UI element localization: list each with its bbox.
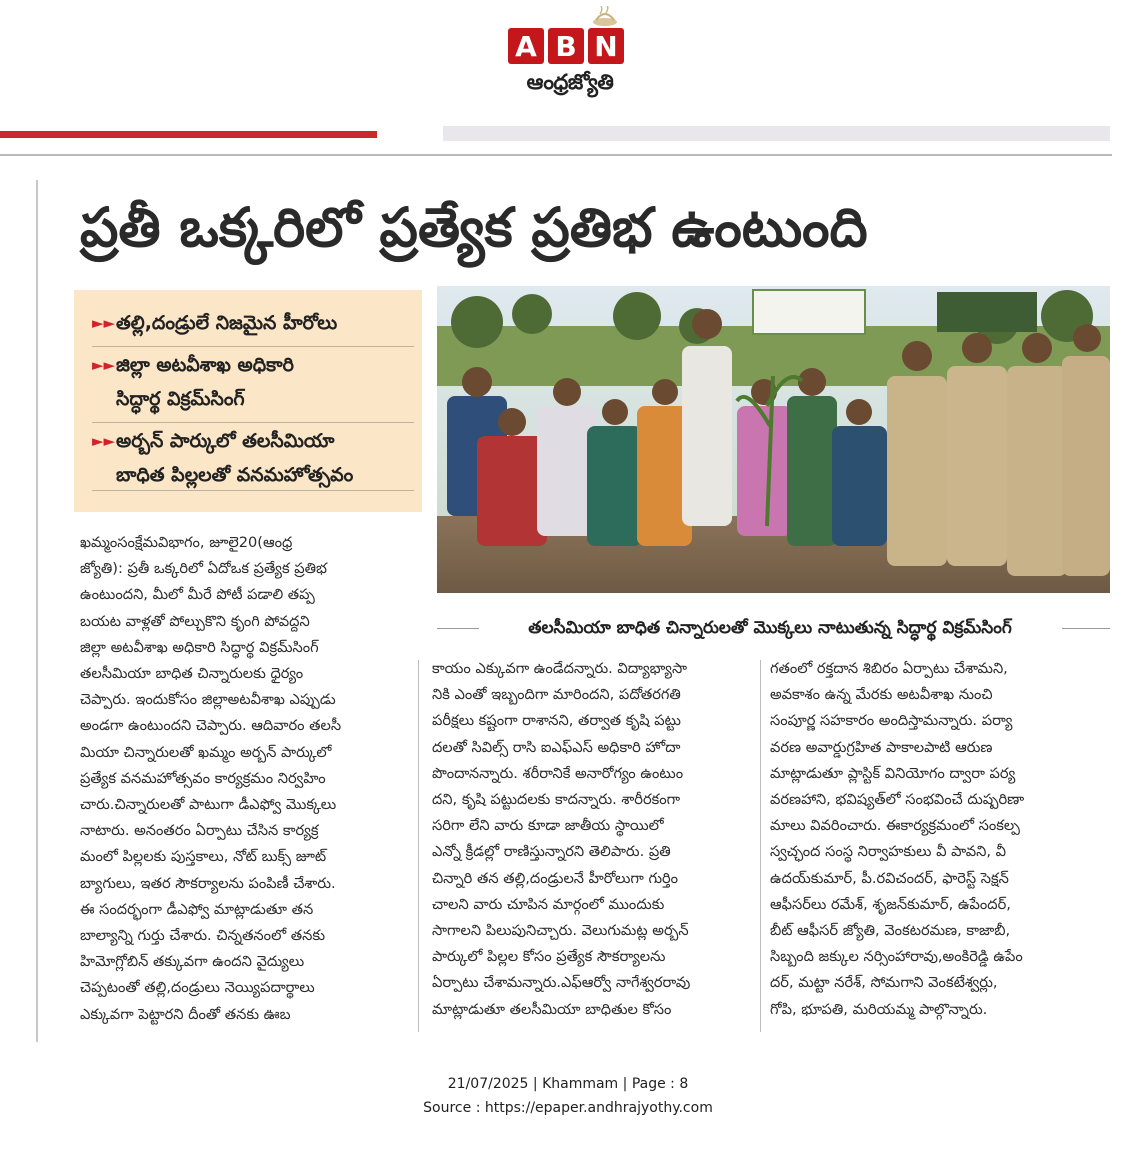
- logo-subtitle: ఆంధ్రజ్యోతి: [526, 70, 614, 94]
- red-rule: [0, 131, 377, 138]
- grey-strip: [443, 126, 1110, 141]
- double-arrow-icon: ►►: [92, 432, 116, 450]
- highlight-separator: [92, 346, 414, 347]
- double-arrow-icon: ►►: [92, 314, 116, 332]
- article-column-1: ఖమ్మంసంక్షేమవిభాగం, జూలై20(ఆంధ్ర జ్యోతి): ప్రతీ ఒక్కరిలో ఏదోఒక ప్రత్యేక ప్రతిభ ఉంటుందని, మీలో మీరే పోటీ పడాలి తప్ప బయట వాళ్లతో పోల్చుకొని కృంగి పోవద్దని జిల్లా అటవీశాఖ అధికారి సిద్ధార్థ విక్రమ్‌సింగ్ తలసీమియా బాధిత చిన్నారులకు ధైర్యం చెప్పారు. ఇందుకోసం జిల్లాఅటవీశాఖ ఎప్పుడు అండగా ఉంటుందని చెప్పారు. ఆదివారం తలసీ మియా చిన్నారులతో ఖమ్మం అర్బన్ పార్కులో ప్రత్యేక వనమహోత్సవం కార్యక్రమం నిర్వహిం చారు.చిన్నారులతో పాటుగా డీఎఫ్వో మొక్కలు నాటారు. అనంతరం ఏర్పాటు చేసిన కార్యక్ర మంలో పిల్లలకు పుస్తకాలు, నోట్ బుక్స్ జూట్ బ్యాగులు, ఇతర సౌకర్యాలను పంపిణీ చేశారు. ఈ సందర్భంగా డీఎఫ్వో మాట్లాడుతూ తన బాల్యాన్ని గుర్తు చేశారు. చిన్నతనంలో తనకు హిమోగ్లోబిన్ తక్కువగా ఉందని వైద్యులు చెప్పటంతో తల్లి,దండ్రులు నెయ్యిపదార్థాలు ఎక్కువగా పెట్టారని దీంతో తనకు ఊబ: [80, 534, 342, 1023]
- logo-letter-n: N: [588, 28, 624, 64]
- highlight-item: ►► జిల్లా అటవీశాఖ అధికారి సిద్ధార్థ విక్రమ్‌సింగ్: [92, 348, 412, 416]
- footer-date-page: 21/07/2025 | Khammam | Page : 8: [447, 1076, 689, 1092]
- left-rule: [36, 180, 38, 1042]
- highlight-item: ►► అర్బన్ పార్కులో తలసీమియా బాధిత పిల్లలతో వనమహోత్సవం: [92, 424, 412, 492]
- logo-letter-b: B: [548, 28, 584, 64]
- column-divider: [418, 660, 419, 1032]
- logo-letter-a: A: [508, 28, 544, 64]
- cup-icon: [590, 6, 620, 28]
- abn-logo: [508, 28, 628, 70]
- headline: ప్రతీ ఒక్కరిలో ప్రత్యేక ప్రతిభ ఉంటుంది: [80, 196, 868, 259]
- article-column-3: గతంలో రక్తదాన శిబిరం ఏర్పాటు చేశామని, అవకాశం ఉన్న మేరకు అటవీశాఖ నుంచి సంపూర్ణ సహకారం అందిస్తామన్నారు. పర్యా వరణ అవార్డుగ్రహిత పాకాలపాటి ఆరుణ మాట్లాడుతూ ప్లాస్టిక్ వినియోగం ద్వారా పర్య వరణహాని, భవిష్యత్‌లో సంభవించే దుష్పరిణా మాలు వివరించారు. ఈకార్యక్రమంలో సంకల్ప స్వచ్ఛంద సంస్థ నిర్వాహకులు వీ పావని, వీ ఉదయ్‌కుమార్, పీ.రవిచందర్, ఫారెస్ట్ సెక్షన్ ఆఫీసర్‌లు రమేశ్, శృజన్‌కుమార్, ఉపేందర్, బీట్ ఆఫీసర్ జ్యోతి, వెంకటరమణ, కాజాబీ, సిబ్బంది జక్కుల నర్సింహారావు,అంకిరెడ్డి ఉపేం దర్, మట్టా నరేశ్, సోమగాని వెంకటేశ్వర్లు, గోపి, భూపతి, మరియమ్మ పాల్గొన్నారు.: [770, 660, 1025, 1018]
- article-column-2: కాయం ఎక్కువగా ఉండేదన్నారు. విద్యాభ్యాసా నికి ఎంతో ఇబ్బందిగా మారిందని, పదోతరగతి పరీక్షలు కష్టంగా రాశానని, తర్వాత కృషి పట్టు దలతో సివిల్స్ రాసి ఐఎఫ్ఎస్ అధికారి హోదా పొందానన్నారు. శరీరానికే అనారోగ్యం ఉంటుం దని, కృషి పట్టుదలకు కాదన్నారు. శారీరకంగా సరిగా లేని వారు కూడా జాతీయ స్థాయిలో ఎన్నో క్రీడల్లో రాణిస్తున్నారని తెలిపారు. ప్రతి చిన్నారి తన తల్లి,దండ్రులనే హీరోలుగా గుర్తిం చాలని వారు చూపిన మార్గంలో ముందుకు సాగాలని పిలుపునిచ్చారు. వెలుగుమట్ల అర్బన్ పార్కులో పిల్లల కోసం ప్రత్యేక సౌకర్యాలను ఏర్పాటు చేశామన్నారు.ఎఫ్ఆర్వో నాగేశ్వరరావు మాట్లాడుతూ తలసీమియా బాధితుల కోసం: [432, 660, 691, 1018]
- event-photo: [437, 286, 1110, 593]
- double-arrow-icon: ►►: [92, 356, 116, 374]
- highlight-separator: [92, 422, 414, 423]
- column-divider: [760, 660, 761, 1032]
- caption-rule: [437, 628, 479, 629]
- caption-rule: [1062, 628, 1110, 629]
- photo-caption: తలసీమియా బాధిత చిన్నారులతో మొక్కలు నాటుతున్న సిద్ధార్థ విక్రమ్‌సింగ్: [528, 618, 1012, 638]
- highlight-item: ►► తల్లి,దండ్రులే నిజమైన హీరోలు: [92, 306, 412, 340]
- highlight-separator: [92, 490, 414, 491]
- highlights-box: [74, 290, 422, 512]
- divider: [0, 154, 1112, 156]
- footer-source: Source : https://epaper.andhrajyothy.com: [423, 1100, 713, 1116]
